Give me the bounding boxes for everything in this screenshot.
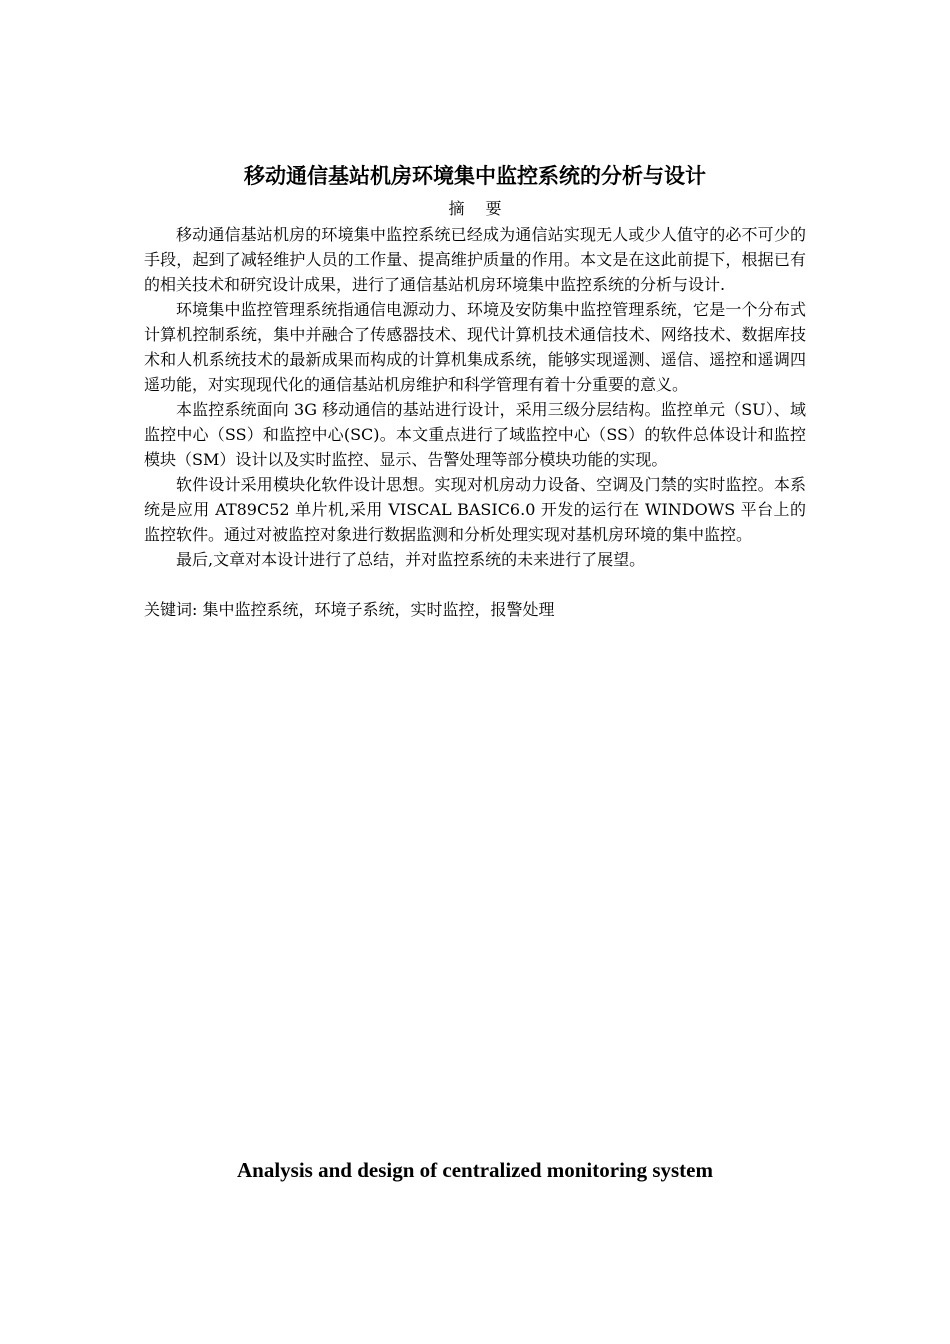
abstract-section xyxy=(144,158,806,622)
english-title: Analysis and design of centralized monitoring system xyxy=(236,1158,713,1182)
abstract-paragraph-5: 最后,文章对本设计进行了总结，并对监控系统的未来进行了展望。 xyxy=(176,550,646,569)
abstract-heading: 摘 要 xyxy=(448,199,510,218)
chinese-title: 移动通信基站机房环境集中监控系统的分析与设计 xyxy=(244,163,706,188)
keywords-label: 关键词: xyxy=(144,600,198,619)
abstract-paragraph-1: 移动通信基站机房的环境集中监控系统已经成为通信站实现无人或少人值守的必不可少的手段，起到了减轻维护人员的工作量、提高维护质量的作用。本文是在这此前提下，根据已有的相关技术和研究设计成果，进行了通信基站机房环境集中监控系统的分析与设计. xyxy=(144,225,806,294)
abstract-paragraph-3: 本监控系统面向 3G 移动通信的基站进行设计，采用三级分层结构。监控单元（SU）、域监控中心（SS）和监控中心(SC)。本文重点进行了域监控中心（SS）的软件总体设计和监控模块（SM）设计以及实时监控、显示、告警处理等部分模块功能的实现。 xyxy=(144,400,806,469)
keywords-line xyxy=(144,597,806,622)
abstract-paragraph-4: 软件设计采用模块化软件设计思想。实现对机房动力设备、空调及门禁的实时监控。本系统是应用 AT89C52 单片机,采用 VISCAL BASIC6.0 开发的运行在 WINDOWS 平台上的监控软件。通过对被监控对象进行数据监测和分析处理实现对基机房环境的集中监控。 xyxy=(144,475,806,544)
abstract-paragraph-2: 环境集中监控管理系统指通信电源动力、环境及安防集中监控管理系统，它是一个分布式计算机控制系统，集中并融合了传感器技术、现代计算机技术通信技术、网络技术、数据库技术和人机系统技术的最新成果而构成的计算机集成系统，能够实现遥测、遥信、遥控和遥调四遥功能，对实现现代化的通信基站机房维护和科学管理有着十分重要的意义。 xyxy=(144,300,806,394)
keywords-text: 集中监控系统，环境子系统，实时监控，报警处理 xyxy=(202,600,555,619)
